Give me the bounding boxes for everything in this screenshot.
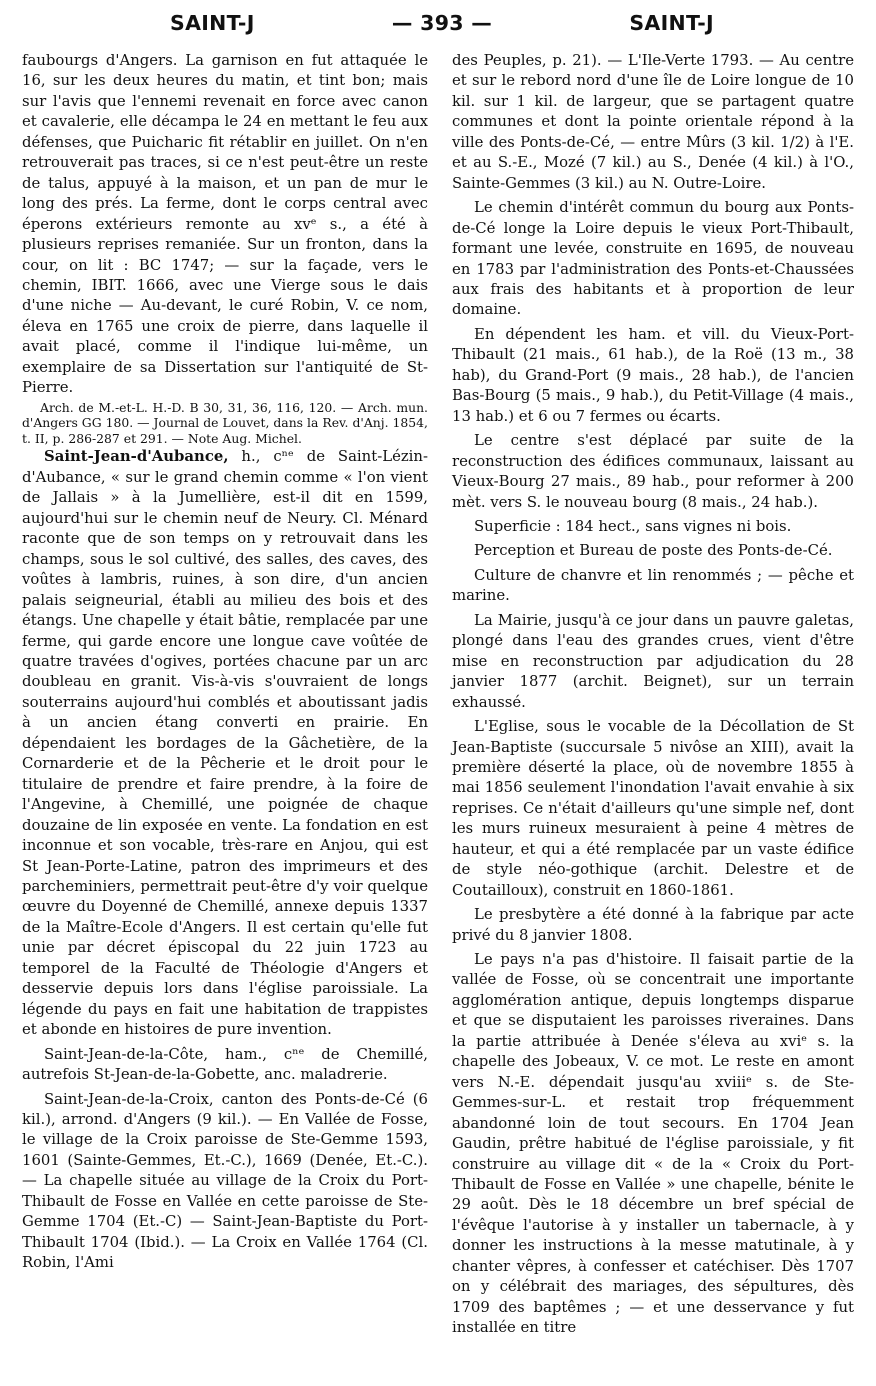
paragraph: Le pays n'a pas d'histoire. Il faisait partie de la vallée de Fosse, où se concentrait une importante agglomération antique, depuis longtemps disparue et que se disputaient les paroisses riveraines. Dans la partie attribuée à Denée s'éleva au xviᵉ s. la chapelle des Jobeaux, V. ce mot. Le reste en amont vers N.-E. dépendait jusqu'au xviiiᵉ s. de Ste-Gemmes-sur-L. et restait trop fréquemment abandonné loin de tout secours. En 1704 Jean Gaudin, prêtre habitué de l'église paroissiale, y fit construire au village dit « de la « Croix du Port-Thibault de Fosse en Vallée » une chapelle, bénite le 29 août. Dès le 18 décembre un bref spécial de l'évêque l'autorise à y installer un tabernacle, à y donner les instructions à la messe matutinale, à y chanter vêpres, à confesser et catéchiser. Dès 1707 on y célébrait des mariages, des sépultures, dès 1709 des baptêmes ; — et une desservance y fut installée en titre <box>452 950 854 1337</box>
page-number: — 393 — <box>391 11 493 35</box>
entry-text: h., cⁿᵉ de Saint-Lézin-d'Aubance, « sur le grand chemin comme « l'on vient de Jallais » à la Jumellière, est-il dit en 1599, aujourd'hui sur le chemin neuf de Neury. Cl. Ménard raconte que de son temps on y retrouvait dans les champs, sous le sol cultivé, des salles, des caves, des voûtes à lambris, ruines, à son dire, d'un ancien palais seigneurial, établi au milieu des bois et des étangs. Une chapelle y était bâtie, remplacée par une ferme, qui garde encore une longue cave voûtée de quatre travées d'ogives, portées chacune par un arc doubleau en granit. Vis-à-vis s'ouvraient de longs souterrains aujourd'hui comblés et aboutissant jadis à un ancien étang converti en prairie. En dépendaient les bordages de la Gâchetière, de la Cornarderie et de la Pêcherie et le droit pour le titulaire de prendre et faire prendre, à la foire de l'Angevine, à Chemillé, une poignée de chaque douzaine de lin exposée en vente. La fondation en est inconnue et son vocable, très-rare en Anjou, qui est St Jean-Porte-Latine, patron des imprimeurs et des parcheminiers, permettrait peut-être d'y voir quelque œuvre du Doyenné de Chemillé, annexe depuis 1337 de la Maître-Ecole d'Angers. Il est certain qu'elle fut unie par décret épiscopal du 22 juin 1723 au temporel de la Faculté de Théologie d'Angers et desservie depuis lors dans l'église paroissiale. La légende du pays en fait une habitation de trappistes et abonde en histoires de pure invention. <box>22 447 428 1039</box>
entry-text: ham., cⁿᵉ de Chemillé, autrefois St-Jean-de-la-Gobette, anc. maladrerie. <box>22 1044 428 1084</box>
paragraph: L'Eglise, sous le vocable de la Décollation de St Jean-Baptiste (succursale 5 nivôse an XIII), avait la première déserté la place, où de novembre 1855 à mai 1856 seulement l'inondation l'avait envahie à six reprises. Ce n'était d'ailleurs qu'une simple nef, dont les murs ruineux mesuraient à peine 4 mètres de hauteur, et qui a été remplacée par un vaste édifice de style néo-gothique (archit. Delestre et de Coutailloux), construit en 1860-1861. <box>452 717 854 899</box>
paragraph: Culture de chanvre et lin renommés ; — pêche et marine. <box>452 565 854 605</box>
paragraph: des Peuples, p. 21). — L'Ile-Verte 1793. — Au centre et sur le rebord nord d'une île de Loire longue de 10 kil. sur 1 kil. de largeur, que se partagent quatre communes et dont la pointe orientale répond à la ville des Ponts-de-Cé, — entre Mûrs (3 kil. 1/2) à l'E. et au S.-E., Mozé (7 kil.) au S., Denée (4 kil.) à l'O., Sainte-Gemmes (3 kil.) au N. Outre-Loire. <box>452 51 854 192</box>
left-column <box>22 50 428 1273</box>
entry-saint-jean-d-aubance <box>22 446 428 1039</box>
header-right: SAINT-J <box>629 11 714 35</box>
paragraph: Le presbytère a été donné à la fabrique par acte privé du 8 janvier 1808. <box>452 905 854 944</box>
paragraph: En dépendent les ham. et vill. du Vieux-Port-Thibault (21 mais., 61 hab.), de la Roë (13 m., 38 hab), du Grand-Port (9 mais., 28 hab.), de l'ancien Bas-Bourg (5 mais., 9 hab.), du Petit-Village (4 mais., 13 hab.) et 6 ou 7 fermes ou écarts. <box>452 324 854 425</box>
paragraph: Le chemin d'intérêt commun du bourg aux Ponts-de-Cé longe la Loire depuis le vieux Port-Thibault, formant une levée, construite en 1695, de nouveau en 1783 par l'administration des Ponts-et-Chaussées aux frais des habitants et à proportion de leur domaine. <box>452 198 854 319</box>
paragraph: Superficie : 184 hect., sans vignes ni bois. <box>474 516 792 535</box>
entry-title: Saint-Jean-d'Aubance, <box>44 447 229 466</box>
entry-saint-jean-de-la-cote <box>22 1044 428 1085</box>
entry-text: canton des Ponts-de-Cé (6 kil.), arrond. d'Angers (9 kil.). — En Vallée de Fosse, le village de la Croix paroisse de Ste-Gemme 1593, 1601 (Sainte-Gemmes, Et.-C.), 1669 (Denée, Et.-C.). — La chapelle située au village de la Croix du Port-Thibault de Fosse en Vallée en cette paroisse de Ste-Gemme 1704 (Et.-C) — Saint-Jean-Baptiste du Port-Thibault 1704 (Ibid.). — La Croix en Vallée 1764 (Cl. Robin, l'Ami <box>22 1089 428 1272</box>
source-note: Arch. de M.-et-L. H.-D. B 30, 31, 36, 116, 120. — Arch. mun. d'Angers GG 180. — Journal de Louvet, dans la Rev. d'Anj. 1854, t. II, p. 286-287 et 291. — Note Aug. Michel. <box>22 399 428 446</box>
entry-title: Saint-Jean-de-la-Croix, <box>44 1089 214 1108</box>
running-header <box>22 8 854 38</box>
header-left: SAINT-J <box>170 11 255 35</box>
entry-saint-jean-de-la-croix <box>22 1089 428 1273</box>
paragraph: Le centre s'est déplacé par suite de la reconstruction des édifices communaux, laissant au Vieux-Bourg 27 mais., 89 hab., pour reformer à 200 mèt. vers S. le nouveau bourg (8 mais., 24 hab.). <box>452 431 854 511</box>
paragraph: La Mairie, jusqu'à ce jour dans un pauvre galetas, plongé dans l'eau des grandes crues, vient d'être mise en reconstruction par adjudication du 28 janvier 1877 (archit. Beignet), sur un terrain exhaussé. <box>452 610 854 711</box>
paragraph: faubourgs d'Angers. La garnison en fut attaquée le 16, sur les deux heures du matin, et tint bon; mais sur l'avis que l'ennemi revenait en force avec canon et cavalerie, elle décampa le 24 en mettant le feu aux défenses, que Puicharic fit rétablir en juillet. On n'en retrouverait pas traces, si ce n'est peut-être un reste de talus, appuyé à la maison, et un pan de mur le long des prés. La ferme, dont le corps central avec éperons extérieurs remonte au xvᵉ s., a été à plusieurs reprises remaniée. Sur un fronton, dans la cour, on lit : BC 1747; — sur la façade, vers le chemin, IBIT. 1666, avec une Vierge sous le dais d'une niche — Au-devant, le curé Robin, V. ce nom, éleva en 1765 une croix de pierre, dans laquelle il avait placé, comme il l'indique lui-même, un exemplaire de sa Dissertation sur l'antiquité de St-Pierre. <box>22 51 428 397</box>
paragraph: Perception et Bureau de poste des Ponts-de-Cé. <box>474 541 833 560</box>
right-column <box>452 50 854 1338</box>
entry-title: Saint-Jean-de-la-Côte, <box>44 1044 209 1063</box>
